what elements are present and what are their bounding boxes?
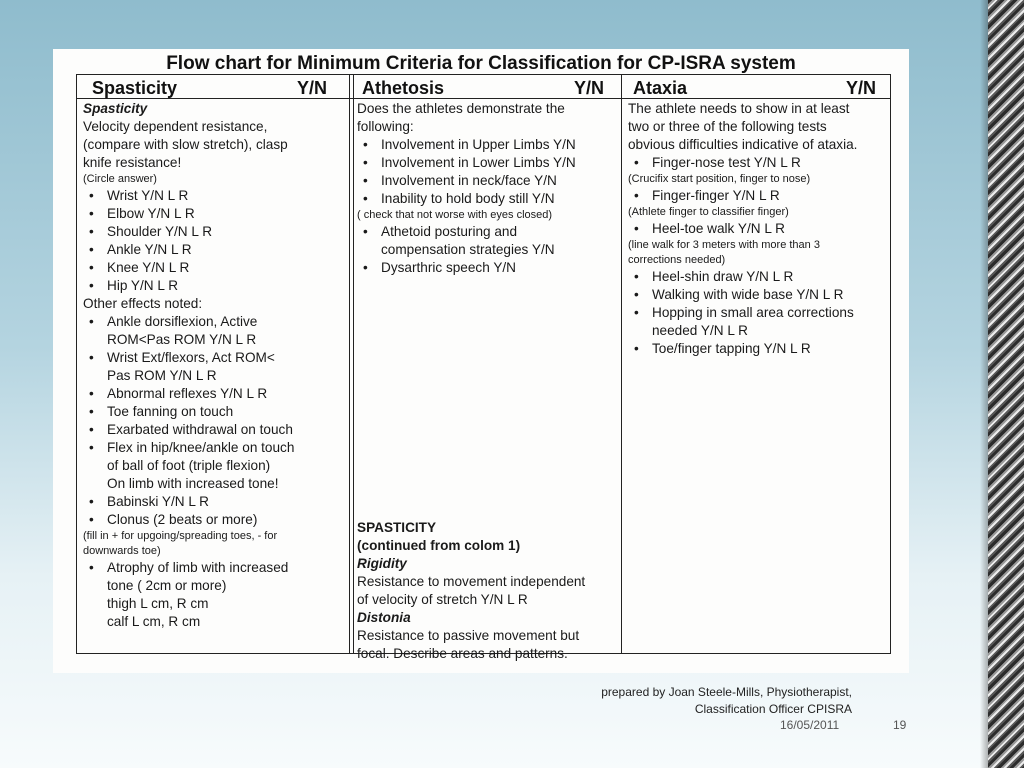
text-line: compensation strategies Y/N <box>381 242 555 257</box>
text-line: • Wrist Ext/flexors, Act ROM< <box>83 349 294 367</box>
text-line: • Exarbated withdrawal on touch <box>83 421 294 439</box>
text-line: • Heel-shin draw Y/N L R <box>628 268 857 286</box>
spasticity-continued-section <box>357 519 585 663</box>
text-line: • Involvement in Lower Limbs Y/N <box>357 154 576 172</box>
text-line: On limb with increased tone! <box>107 476 279 491</box>
decorative-edge-pattern <box>988 0 1024 768</box>
text-line: • Elbow Y/N L R <box>83 205 294 223</box>
slide-number: 19 <box>893 718 907 732</box>
text-line: following: <box>357 119 414 134</box>
column-header-ataxia <box>633 78 877 99</box>
text-line: • Flex in hip/knee/ankle on touch <box>83 439 294 457</box>
text-line: obvious difficulties indicative of ataxia. <box>628 137 858 152</box>
text-line: thigh L cm, R cm <box>107 596 209 611</box>
text-line: • Walking with wide base Y/N L R <box>628 286 857 304</box>
text-line: • Shoulder Y/N L R <box>83 223 294 241</box>
spasticity-column <box>83 100 294 631</box>
text-line: • Wrist Y/N L R <box>83 187 294 205</box>
text-line: knife resistance! <box>83 155 182 170</box>
slide-footer <box>601 684 852 718</box>
header-yn: Y/N <box>574 78 605 98</box>
text-line: • Heel-toe walk Y/N L R <box>628 220 857 238</box>
column-divider <box>353 75 354 653</box>
text-line: corrections needed) <box>628 254 726 266</box>
text-line: Does the athletes demonstrate the <box>357 101 565 116</box>
text-line: ( check that not worse with eyes closed) <box>357 209 553 221</box>
text-line: focal. Describe areas and patterns. <box>357 646 568 661</box>
text-line: • Involvement in neck/face Y/N <box>357 172 576 190</box>
slide-edge-shadow <box>980 0 988 768</box>
header-label: Athetosis <box>362 78 445 98</box>
header-divider <box>77 98 890 99</box>
text-line: (line walk for 3 meters with more than 3 <box>628 239 820 251</box>
text-line: Distonia <box>357 610 411 625</box>
text-line: (fill in + for upgoing/spreading toes, - for <box>83 530 278 542</box>
text-line: (compare with slow stretch), clasp <box>83 137 288 152</box>
text-line: • Atrophy of limb with increased <box>83 559 294 577</box>
text-line: tone ( 2cm or more) <box>107 578 227 593</box>
header-label: Ataxia <box>633 78 688 98</box>
column-header-athetosis <box>362 78 605 99</box>
text-line: Resistance to movement independent <box>357 574 586 589</box>
text-line: The athlete needs to show in at least <box>628 101 850 116</box>
text-line: • Hip Y/N L R <box>83 277 294 295</box>
text-line: • Knee Y/N L R <box>83 259 294 277</box>
text-line: • Athetoid posturing and <box>357 223 576 241</box>
text-line: Rigidity <box>357 556 407 571</box>
text-line: • Ankle dorsiflexion, Active <box>83 313 294 331</box>
text-line: needed Y/N L R <box>652 323 748 338</box>
text-line: Velocity dependent resistance, <box>83 119 268 134</box>
header-label: Spasticity <box>92 78 178 98</box>
text-line: • Toe fanning on touch <box>83 403 294 421</box>
text-line: • Dysarthric speech Y/N <box>357 259 576 277</box>
text-line: (Crucifix start position, finger to nose) <box>628 173 811 185</box>
text-line: • Involvement in Upper Limbs Y/N <box>357 136 576 154</box>
text-line: • Abnormal reflexes Y/N L R <box>83 385 294 403</box>
text-line: Other effects noted: <box>83 296 203 311</box>
column-divider <box>349 75 350 653</box>
text-line: • Finger-nose test Y/N L R <box>628 154 857 172</box>
text-line: • Ankle Y/N L R <box>83 241 294 259</box>
text-line: ROM<Pas ROM Y/N L R <box>107 332 257 347</box>
text-line: Pas ROM Y/N L R <box>107 368 217 383</box>
slide-date: 16/05/2011 <box>780 718 840 732</box>
text-line: of ball of foot (triple flexion) <box>107 458 271 473</box>
text-line: • Finger-finger Y/N L R <box>628 187 857 205</box>
header-yn: Y/N <box>846 78 877 98</box>
header-yn: Y/N <box>297 78 328 98</box>
text-line: • Inability to hold body still Y/N <box>357 190 576 208</box>
column-divider <box>621 75 622 653</box>
column-header-spasticity <box>92 78 328 99</box>
text-line: (Athlete finger to classifier finger) <box>628 206 789 218</box>
athetosis-column <box>357 100 576 277</box>
text-line: • Hopping in small area corrections <box>628 304 857 322</box>
footer-author: prepared by Joan Steele-Mills, Physiotherapist, <box>601 685 852 699</box>
text-line: two or three of the following tests <box>628 119 827 134</box>
text-line: downwards toe) <box>83 545 161 557</box>
text-line: • Babinski Y/N L R <box>83 493 294 511</box>
text-line: calf L cm, R cm <box>107 614 201 629</box>
text-line: • Clonus (2 beats or more) <box>83 511 294 529</box>
text-line: SPASTICITY <box>357 520 437 535</box>
text-line: Resistance to passive movement but <box>357 628 580 643</box>
document-title: Flow chart for Minimum Criteria for Classification for CP-ISRA system <box>166 53 796 74</box>
text-line: of velocity of stretch Y/N L R <box>357 592 528 607</box>
footer-role: Classification Officer CPISRA <box>694 702 852 716</box>
text-line: (continued from colom 1) <box>357 538 521 553</box>
ataxia-column <box>628 100 857 358</box>
document-image <box>53 49 909 673</box>
text-line: Spasticity <box>83 101 148 116</box>
criteria-table <box>76 74 891 661</box>
text-line: • Toe/finger tapping Y/N L R <box>628 340 857 358</box>
text-line: (Circle answer) <box>83 173 157 185</box>
